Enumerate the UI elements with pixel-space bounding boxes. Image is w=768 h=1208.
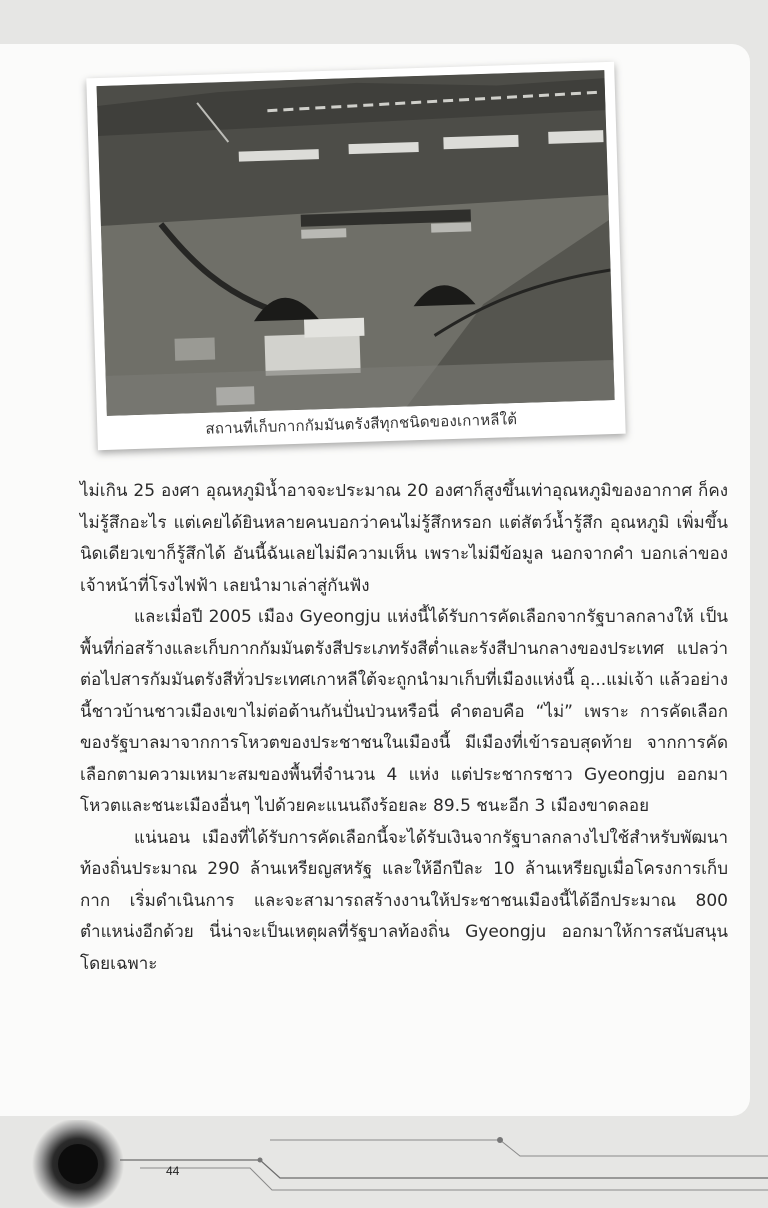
photo-caption: สถานที่เก็บกากกัมมันตรังสีทุกชนิดของเกาหลีใต้ (205, 410, 518, 438)
paragraph-3: แน่นอน เมืองที่ได้รับการคัดเลือกนี้จะได้รับเงินจากรัฐบาลกลางไปใช้สำหรับพัฒนา ท้องถิ่นประมาณ 290 ล้านเหรียญสหรัฐ และให้อีกปีละ 10 ล้านเหรียญเมื่อโครงการเก็บกาก เริ่มดำเนินการ และจะสามารถสร้างงานให้ประชาชนเมืองนี้ได้อีกประมาณ 800 ตำแหน่งอีกด้วย นี่น่าจะเป็นเหตุผลที่รัฐบาลท้องถิ่น Gyeongju ออกมาให้การสนับสนุน โดยเฉพาะ (80, 827, 728, 974)
tunnel-site-photo (97, 70, 615, 416)
circuit-decoration (0, 1120, 768, 1208)
paragraph-1: ไม่เกิน 25 องศา อุณหภูมิน้ำอาจจะประมาณ 20 องศาก็สูงขึ้นเท่าอุณหภูมิของอากาศ ก็คงไม่รู้สึกอะไร แต่เคยได้ยินหลายคนบอกว่าคนไม่รู้สึกหรอก แต่สัตว์น้ำรู้สึก อุณหภูมิ เพิ่มขึ้นนิดเดียวเขาก็รู้สึกได้ อันนี้ฉันเลยไม่มีความเห็น เพราะไม่มีข้อมูล นอกจากคำ บอกเล่าของเจ้าหน้าที่โรงไฟฟ้า เลยนำมาเล่าสู่กันฟัง (80, 481, 728, 596)
paragraph-2: และเมื่อปี 2005 เมือง Gyeongju แห่งนี้ได้รับการคัดเลือกจากรัฐบาลกลางให้ เป็นพื้นที่ก่อสร้างและเก็บกากกัมมันตรังสีประเภทรังสีต่ำและรังสีปานกลางของประเทศ แปลว่าต่อไปสารกัมมันตรังสีทั่วประเทศเกาหลีใต้จะถูกนำมาเก็บที่เมืองแห่งนี้ อุ...แม่เจ้า แล้วอย่างนี้ชาวบ้านชาวเมืองเขาไม่ต่อต้านกันปั่นป่วนหรือนี่ คำตอบคือ “ไม่” เพราะ การคัดเลือกของรัฐบาลมาจากการโหวตของประชาชนในเมืองนี้ มีเมืองที่เข้ารอบสุดท้าย จากการคัดเลือกตามความเหมาะสมของพื้นที่จำนวน 4 แห่ง แต่ประชากรชาว Gyeongju ออกมาโหวตและชนะเมืองอื่นๆ ไปด้วยคะแนนถึงร้อยละ 89.5 ชนะอีก 3 เมืองขาดลอย (80, 607, 729, 816)
page-number: 44 (166, 1164, 180, 1178)
body-text (80, 476, 728, 980)
photo-frame (86, 62, 625, 450)
